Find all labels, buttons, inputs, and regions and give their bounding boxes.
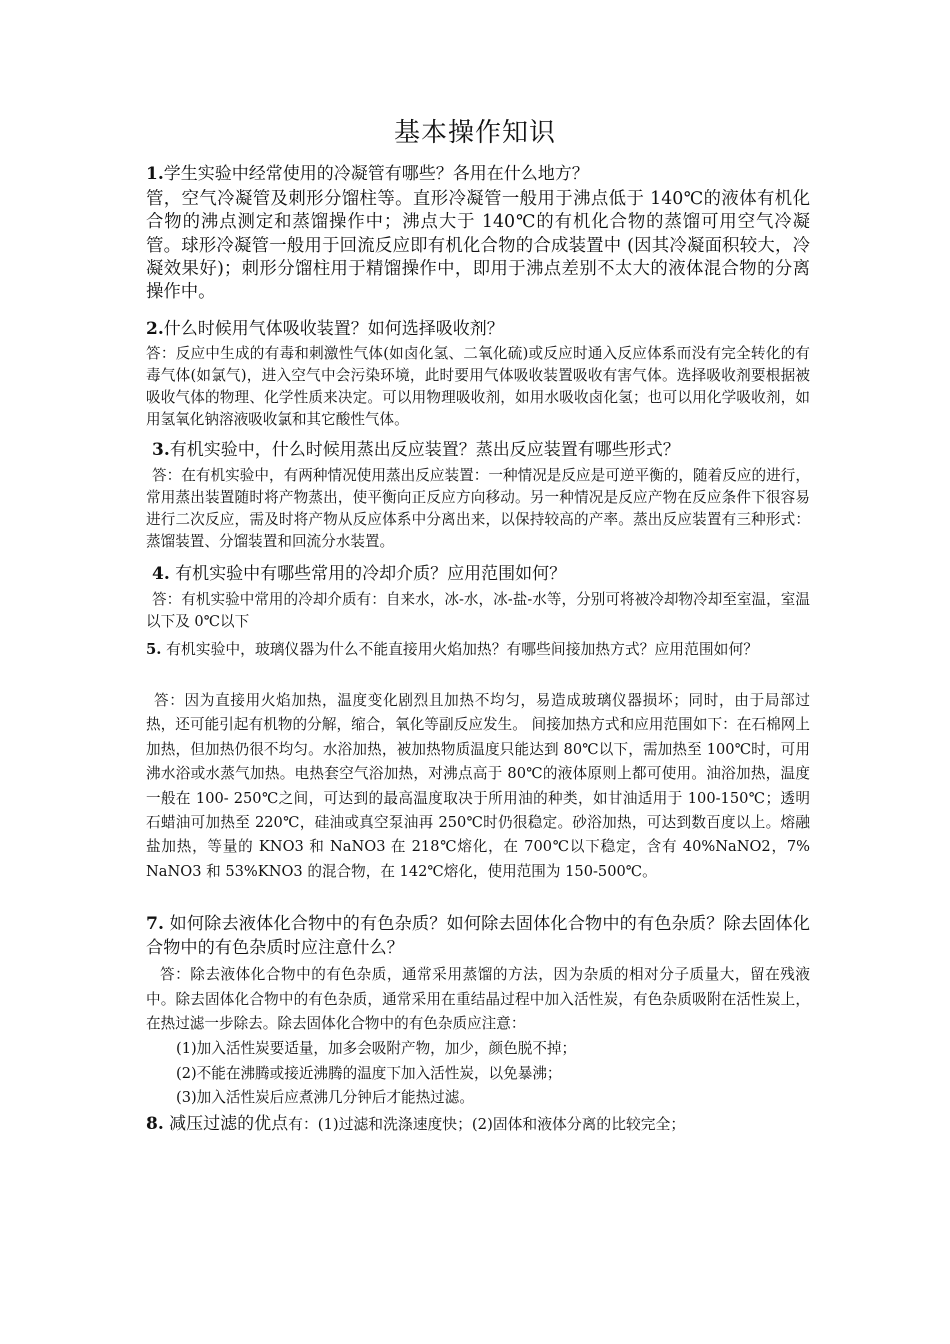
answer-7-points [146, 1037, 810, 1111]
answer-7: 答：除去液体化合物中的有色杂质，通常采用蒸馏的方法，因为杂质的相对分子质量大，留在残液中。除去固体化合物中的有色杂质，通常采用在重结晶过程中加入活性炭，有色杂质吸附在活性炭上，在热过滤一步除去。除去固体化合物中的有色杂质应注意： [146, 966, 810, 1033]
question-text: 有机实验中，玻璃仪器为什么不能直接用火焰加热？有哪些间接加热方式？应用范围如何？ [166, 641, 759, 658]
question-number: 8. [146, 1114, 164, 1134]
question-number: 2. [146, 319, 164, 339]
answer-2: 答：反应中生成的有毒和刺激性气体(如卤化氢、二氧化硫)或反应时通入反应体系而没有完全转化的有毒气体(如氯气)，进入空气中会污染环境，此时要用气体吸收装置吸收有害气体。选择吸收剂要根据被吸收气体的物理、化学性质来决定。可以用物理吸收剂，如用水吸收卤化氢；也可以用化学吸收剂，如用氢氧化钠溶液吸收氯和其它酸性气体。 [146, 345, 810, 428]
question-5-section [146, 638, 810, 662]
question-text: 有机实验中有哪些常用的冷却介质？应用范围如何？ [175, 564, 567, 584]
question-number: 5. [146, 641, 162, 658]
question-3-section [152, 438, 816, 462]
answer-8: 有：(1)过滤和洗涤速度快；(2)固体和液体分离的比较完全； [288, 1116, 686, 1133]
question-3 [152, 438, 816, 462]
question-number: 4. [152, 564, 170, 584]
answer-3: 答：在有机实验中，有两种情况使用蒸出反应装置：一种情况是反应是可逆平衡的，随着反应的进行，常用蒸出装置随时将产物蒸出，使平衡向正反应方向移动。另一种情况是反应产物在反应条件下很容易进行二次反应，需及时将产物从反应体系中分离出来，以保持较高的产率。蒸出反应装置有三种形式：蒸馏装置、分馏装置和回流分水装置。 [146, 467, 810, 550]
question-4 [152, 562, 816, 586]
question-1-section [146, 162, 810, 186]
question-text: 减压过滤的优点 [169, 1114, 289, 1134]
question-8-section [146, 1112, 810, 1137]
question-number: 7. [146, 914, 164, 934]
answer-4: 答：有机实验中常用的冷却介质有：自来水，冰-水，冰-盐-水等，分别可将被冷却物冷却至室温，室温以下及 0℃以下 [146, 591, 810, 630]
question-1 [146, 162, 810, 186]
answer-5: 答：因为直接用火焰加热，温度变化剧烈且加热不均匀，易造成玻璃仪器损坏；同时，由于局部过热，还可能引起有机物的分解，缩合，氧化等副反应发生。 间接加热方式和应用范围如下：在石棉网上加热，但加热仍很不均匀。水浴加热，被加热物质温度只能达到 80℃以下，需加热至 100℃时，可用沸水浴或水蒸气加热。电热套空气浴加热，对沸点高于 80℃的液体原则上都可使用。油浴加热，温度一般在 100- 250℃之间，可达到的最高温度取决于所用油的种类，如甘油适用于 100-150℃；透明石蜡油可加热至 220℃，硅油或真空泵油再 250℃时仍很稳定。砂浴加热，可达到数百度以上。熔融盐加热，等量的 KNO3 和 NaNO3 在 218℃熔化，在 700℃以下稳定，含有 40%NaNO2，7% NaNO3 和 53%KNO3 的混合物，在 142℃熔化，使用范围为 150-500℃。 [146, 692, 810, 880]
question-7 [146, 912, 810, 960]
question-text: 什么时候用气体吸收装置？如何选择吸收剂？ [163, 319, 504, 339]
question-5 [146, 638, 810, 662]
question-2-section [146, 317, 810, 341]
point-1: (1)加入活性炭要适量，加多会吸附产物，加少，颜色脱不掉； [176, 1040, 577, 1057]
question-text: 如何除去液体化合物中的有色杂质？如何除去固体化合物中的有色杂质？除去固体化合物中的有色杂质时应注意什么？ [146, 914, 810, 958]
question-number: 1. [146, 164, 164, 184]
point-2: (2)不能在沸腾或接近沸腾的温度下加入活性炭，以免暴沸； [176, 1064, 562, 1082]
question-7-section [146, 912, 810, 960]
question-4-section [152, 562, 816, 586]
question-number: 3. [152, 440, 170, 460]
document-title: 基本操作知识 [393, 118, 556, 148]
question-8 [146, 1112, 810, 1137]
question-text: 学生实验中经常使用的冷凝管有哪些？各用在什么地方？ [163, 164, 589, 184]
point-3: (3)加入活性炭后应煮沸几分钟后才能热过滤。 [176, 1089, 474, 1107]
question-2 [146, 317, 810, 341]
question-text: 有机实验中，什么时候用蒸出反应装置？蒸出反应装置有哪些形式？ [169, 440, 680, 460]
answer-1: 管，空气冷凝管及刺形分馏柱等。直形冷凝管一般用于沸点低于 140℃的液体有机化合物的沸点测定和蒸馏操作中；沸点大于 140℃的有机化合物的蒸馏可用空气冷凝管。球形冷凝管一般用于回流反应即有机化合物的合成装置中 (因其冷凝面积较大，冷凝效果好)；刺形分馏柱用于精馏操作中，即用于沸点差别不太大的液体混合物的分离操作中。 [146, 189, 810, 303]
